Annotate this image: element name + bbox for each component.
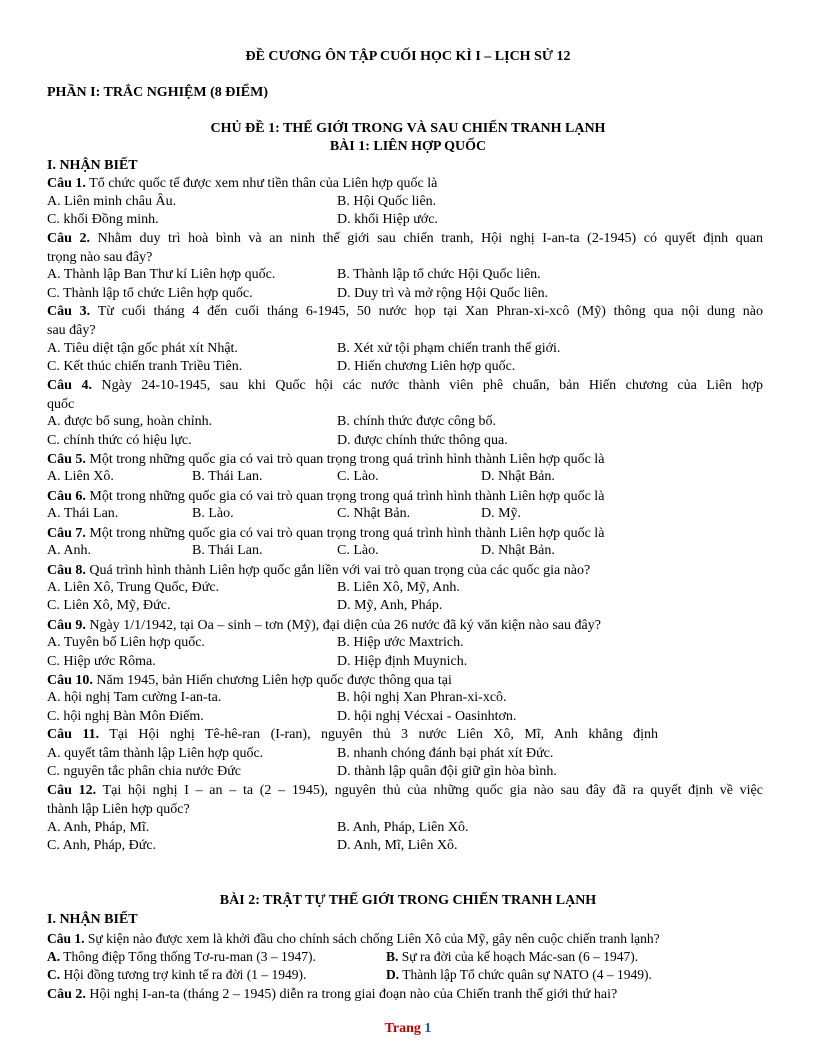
q3-option-b: B. Xét xử tội phạm chiến tranh thế giới.: [337, 341, 561, 356]
document-title: ĐỀ CƯƠNG ÔN TẬP CUỐI HỌC KÌ I – LỊCH SỬ 12: [245, 49, 571, 64]
q8-option-a: A. Liên Xô, Trung Quốc, Đức.: [47, 580, 220, 595]
question-number: Câu 11.: [47, 727, 100, 742]
q6-option-b: B. Lào.: [192, 506, 234, 521]
q10-option-d: D. hội nghị Vécxai - Oasinhtơn.: [337, 709, 517, 724]
page-number: 1: [424, 1021, 432, 1036]
question-text: Một trong những quốc gia có vai trò quan trọng trong quá trình hình thành Liên hợp quốc là: [85, 526, 605, 541]
question-11: [47, 727, 658, 743]
question-number: Câu 12.: [47, 783, 97, 798]
l2-q1-option-c: [47, 967, 306, 983]
option-text: Hội đồng tương trợ kinh tế ra đời (1 – 1949).: [60, 967, 307, 982]
question-number: Câu 7.: [47, 526, 86, 541]
q10-option-c: C. hội nghị Bàn Môn Điếm.: [47, 709, 204, 724]
q12-option-b: B. Anh, Pháp, Liên Xô.: [337, 820, 469, 835]
question-text: Nhằm duy trì hoà bình và an ninh thế giới sau chiến tranh, Hội nghị I-an-ta (2-1945) có quyết định quan: [90, 231, 763, 246]
question-text: Tổ chức quốc tế được xem như tiền thân của Liên hợp quốc là: [85, 176, 438, 191]
q2-option-c: C. Thành lập tổ chức Liên hợp quốc.: [47, 286, 253, 301]
q5-option-b: B. Thái Lan.: [192, 469, 263, 484]
q7-option-c: C. Lào.: [337, 543, 379, 558]
question-number: Câu 3.: [47, 304, 91, 319]
question-2: [47, 231, 763, 247]
question-number: Câu 9.: [47, 618, 86, 633]
question-8: [47, 562, 590, 580]
q5-option-d: D. Nhật Bản.: [481, 469, 555, 484]
q6-option-c: C. Nhật Bản.: [337, 506, 411, 521]
q10-option-b: B. hội nghị Xan Phran-xi-xcô.: [337, 690, 507, 705]
q7-option-b: B. Thái Lan.: [192, 543, 263, 558]
question-number: Câu 2.: [47, 231, 91, 246]
q9-option-d: D. Hiệp định Muynich.: [337, 654, 468, 669]
question-text: Ngày 24-10-1945, sau khi Quốc hội các nước thành viên phê chuẩn, bản Hiến chương của Liên hợp: [91, 378, 763, 393]
option-letter: D.: [386, 967, 400, 982]
l2-q1-option-a: [47, 949, 316, 965]
question-4-cont: quốc: [47, 397, 75, 412]
q2-option-d: D. Duy trì và mở rộng Hội Quốc liên.: [337, 286, 549, 301]
question-3: [47, 304, 763, 320]
lesson-2-title: BÀI 2: TRẬT TỰ THẾ GIỚI TRONG CHIẾN TRANH LẠNH: [219, 893, 597, 908]
q6-option-d: D. Mỹ.: [481, 506, 522, 521]
level-label-2: I. NHẬN BIẾT: [47, 912, 138, 927]
q1-option-d: D. khối Hiệp ước.: [337, 212, 438, 227]
question-text: Từ cuối tháng 4 đến cuối tháng 6-1945, 50 nước họp tại Xan Phran-xi-xcô (Mỹ) thông qua nội dung nào: [90, 304, 763, 319]
q9-option-a: A. Tuyên bố Liên hợp quốc.: [47, 635, 205, 650]
q9-option-c: C. Hiệp ước Rôma.: [47, 654, 156, 669]
q4-option-c: C. chính thức có hiệu lực.: [47, 433, 192, 448]
option-letter: C.: [47, 967, 61, 982]
question-text: Hội nghị I-an-ta (tháng 2 – 1945) diễn ra trong giai đoạn nào của Chiến tranh thế giới thứ hai?: [85, 987, 618, 1002]
question-2-cont: trọng nào sau đây?: [47, 250, 153, 265]
question-text: Một trong những quốc gia có vai trò quan trọng trong quá trình hình thành Liên hợp quốc là: [85, 452, 605, 467]
question-1: [47, 175, 437, 193]
question-4: [47, 378, 763, 394]
q8-option-d: D. Mỹ, Anh, Pháp.: [337, 598, 443, 613]
question-number: Câu 1.: [47, 176, 86, 191]
q3-option-d: D. Hiến chương Liên hợp quốc.: [337, 359, 516, 374]
page-footer: [0, 1021, 816, 1037]
q5-option-c: C. Lào.: [337, 469, 379, 484]
q12-option-a: A. Anh, Pháp, Mĩ.: [47, 820, 150, 835]
question-12: [47, 783, 763, 799]
question-5: [47, 451, 604, 469]
q5-option-a: A. Liên Xô.: [47, 469, 114, 484]
q6-option-a: A. Thái Lan.: [47, 506, 119, 521]
q11-option-c: C. nguyên tắc phân chia nước Đức: [47, 764, 242, 779]
question-text: Một trong những quốc gia có vai trò quan trọng trong quá trình hình thành Liên hợp quốc là: [85, 489, 605, 504]
option-letter: A.: [47, 949, 61, 964]
q8-option-c: C. Liên Xô, Mỹ, Đức.: [47, 598, 171, 613]
question-number: Câu 10.: [47, 673, 93, 688]
question-number: Câu 6.: [47, 489, 86, 504]
q4-option-b: B. chính thức được công bố.: [337, 414, 497, 429]
lesson-1-title: BÀI 1: LIÊN HỢP QUỐC: [329, 139, 487, 154]
option-text: Thành lập Tổ chức quân sự NATO (4 – 1949).: [399, 967, 652, 982]
q3-option-c: C. Kết thúc chiến tranh Triều Tiên.: [47, 359, 243, 374]
q3-option-a: A. Tiêu diệt tận gốc phát xít Nhật.: [47, 341, 238, 356]
q7-option-a: A. Anh.: [47, 543, 91, 558]
question-number: Câu 4.: [47, 378, 92, 393]
question-3-cont: sau đây?: [47, 323, 96, 338]
q1-option-a: A. Liên minh châu Âu.: [47, 194, 177, 209]
l2-q1-option-b: [386, 949, 638, 965]
question-10: [47, 672, 452, 690]
q12-option-d: D. Anh, Mĩ, Liên Xô.: [337, 838, 458, 853]
q7-option-d: D. Nhật Bản.: [481, 543, 555, 558]
topic-title: CHỦ ĐỀ 1: THẾ GIỚI TRONG VÀ SAU CHIẾN TRANH LẠNH: [210, 121, 606, 136]
q4-option-a: A. được bổ sung, hoàn chỉnh.: [47, 414, 213, 429]
q1-option-b: B. Hội Quốc liên.: [337, 194, 437, 209]
q4-option-d: D. được chính thức thông qua.: [337, 433, 508, 448]
option-text: Thông điệp Tổng thống Tơ-ru-man (3 – 1947).: [60, 949, 316, 964]
q2-option-a: A. Thành lập Ban Thư kí Liên hợp quốc.: [47, 267, 276, 282]
q11-option-d: D. thành lập quân đội giữ gìn hòa bình.: [337, 764, 557, 779]
level-label: I. NHẬN BIẾT: [47, 158, 138, 173]
question-number: Câu 8.: [47, 563, 86, 578]
q9-option-b: B. Hiệp ước Maxtrich.: [337, 635, 464, 650]
question-7: [47, 525, 604, 543]
q11-option-a: A. quyết tâm thành lập Liên hợp quốc.: [47, 746, 264, 761]
question-text: Năm 1945, bản Hiến chương Liên hợp quốc được thông qua tại: [92, 673, 452, 688]
q11-option-b: B. nhanh chóng đánh bại phát xít Đức.: [337, 746, 554, 761]
question-number: Câu 1.: [47, 931, 85, 946]
option-text: Sự ra đời của kế hoạch Mác-san (6 – 1947).: [398, 949, 639, 964]
q10-option-a: A. hội nghị Tam cường I-an-ta.: [47, 690, 222, 705]
question-text: Tại Hội nghị Tê-hê-ran (I-ran), nguyên thủ 3 nước Liên Xô, Mĩ, Anh khẳng định: [99, 727, 658, 742]
q12-option-c: C. Anh, Pháp, Đức.: [47, 838, 157, 853]
question-text: Tại hội nghị I – an – ta (2 – 1945), nguyên thủ của những quốc gia nào sau đây đã ra quyết định về việc: [96, 783, 763, 798]
question-number: Câu 2.: [47, 987, 86, 1002]
q2-option-b: B. Thành lập tổ chức Hội Quốc liên.: [337, 267, 541, 282]
question-text: Ngày 1/1/1942, tại Oa – sinh – tơn (Mỹ), đại diện của 26 nước đã ký văn kiện nào sau đây?: [85, 618, 601, 633]
l2-question-1: [47, 930, 660, 948]
q8-option-b: B. Liên Xô, Mỹ, Anh.: [337, 580, 460, 595]
question-9: [47, 617, 601, 635]
option-letter: B.: [386, 949, 399, 964]
page-label: Trang: [384, 1021, 421, 1036]
question-6: [47, 488, 604, 506]
question-text: Sự kiện nào được xem là khởi đầu cho chính sách chống Liên Xô của Mỹ, gây nên cuộc chiến tranh lạnh?: [84, 931, 660, 946]
part-title: PHẦN I: TRẮC NGHIỆM (8 ĐIỂM): [47, 85, 269, 100]
question-number: Câu 5.: [47, 452, 86, 467]
q1-option-c: C. khối Đồng minh.: [47, 212, 159, 227]
l2-q1-option-d: [386, 967, 652, 983]
question-12-cont: thành lập Liên hợp quốc?: [47, 802, 190, 817]
question-text: Quá trình hình thành Liên hợp quốc gắn liền với vai trò quan trọng của các quốc gia nào?: [85, 563, 591, 578]
l2-question-2: [47, 986, 617, 1004]
